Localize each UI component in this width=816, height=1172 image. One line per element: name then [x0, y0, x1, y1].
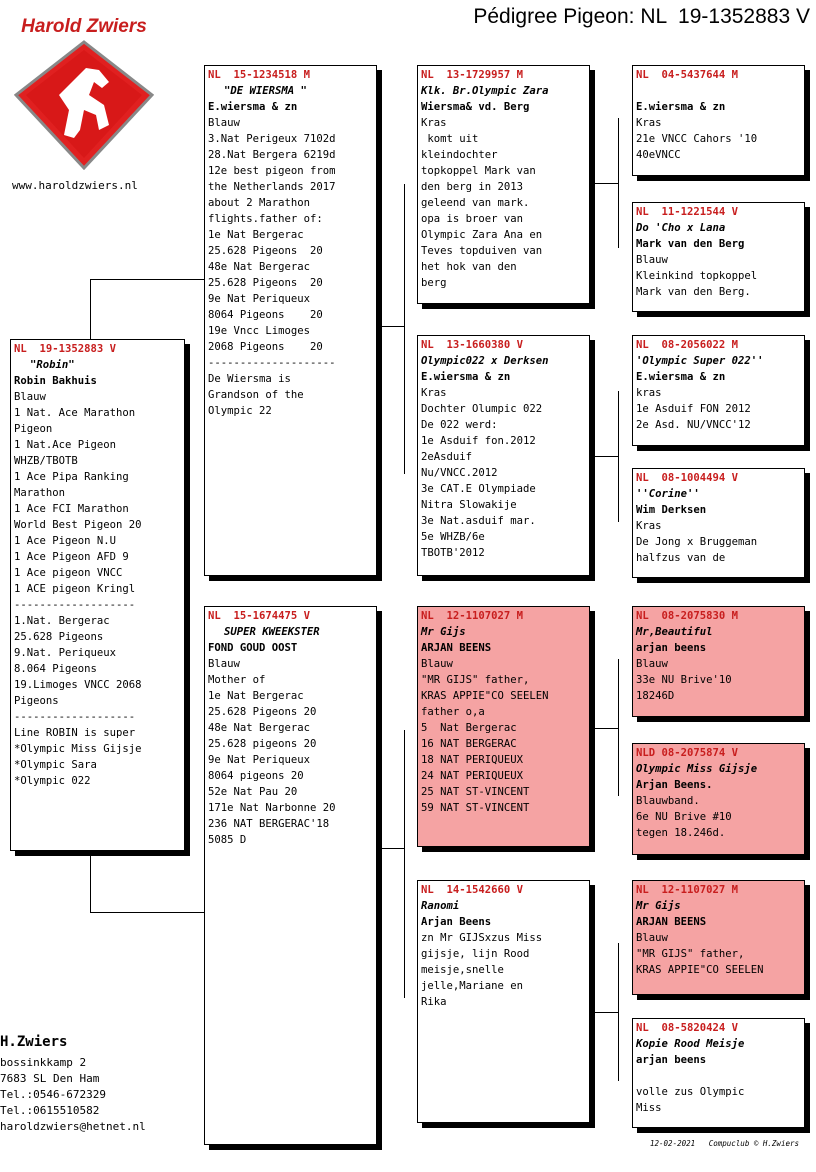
owner-name: Mark van den Berg — [636, 238, 745, 250]
pigeon-name: "Robin" — [30, 359, 75, 371]
pigeon-name: "DE WIERSMA " — [224, 85, 307, 97]
connector-line — [90, 279, 204, 280]
ring-number: NLD 08-2075874 V — [636, 747, 739, 759]
owner-name: Robin Bakhuis — [14, 375, 97, 387]
pigeon-name: Klk. Br.Olympic Zara — [421, 85, 549, 97]
connector-line — [618, 118, 619, 248]
pigeon-notes: komt uit kleindochter topkoppel Mark van den berg in 2013 geleend van mark. opa is broer van Olympic Zara Ana en Teves topduiven van het hok van den berg — [421, 133, 543, 289]
feather-color: Blauw — [14, 391, 46, 403]
pigeon-name: ''Corine'' — [636, 488, 700, 500]
owner-name: ARJAN BEENS — [636, 916, 707, 928]
connector-line — [404, 730, 405, 998]
pigeon-notes: 21e VNCC Cahors '10 40eVNCC — [636, 133, 758, 161]
ring-number: NL 15-1674475 V — [208, 610, 311, 622]
pigeon-notes: 6e NU Brive #10 tegen 18.246d. — [636, 811, 732, 839]
pigeon-name: Mr Gijs — [421, 626, 466, 638]
pigeon-notes: De Jong x Bruggeman halfzus van de — [636, 536, 758, 564]
contact-street: bossinkkamp 2 — [0, 1056, 87, 1069]
ring-number: NL 13-1729957 M — [421, 69, 524, 81]
page-title: Pédigree Pigeon: NL 19-1352883 V — [473, 5, 810, 28]
owner-name: E.wiersma & zn — [636, 371, 726, 383]
contact-email[interactable]: haroldzwiers@hetnet.nl — [0, 1120, 146, 1133]
connector-line — [376, 848, 404, 849]
feather-color: Blauw — [636, 254, 668, 266]
ring-number: NL 08-2056022 M — [636, 339, 739, 351]
connector-line — [376, 326, 404, 327]
owner-name: E.wiersma & zn — [208, 101, 298, 113]
pigeon-card-gen3-2[interactable] — [632, 202, 805, 312]
pigeon-card-gen3-5[interactable] — [632, 606, 805, 717]
pigeon-notes: "MR GIJS" father, KRAS APPIE"CO SEELEN — [636, 948, 764, 976]
connector-line — [90, 912, 204, 913]
pigeon-notes: volle zus Olympic Miss — [636, 1086, 745, 1114]
feather-color: Blauw — [208, 658, 240, 670]
pigeon-card-gen3-1[interactable] — [632, 65, 805, 176]
ring-number: NL 14-1542660 V — [421, 884, 524, 896]
pigeon-name: Mr,Beautiful — [636, 626, 713, 638]
connector-line — [404, 184, 405, 474]
ring-number: NL 04-5437644 M — [636, 69, 739, 81]
feather-color: Blauw — [208, 117, 240, 129]
pigeon-notes: 33e NU Brive'10 18246D — [636, 674, 732, 702]
ring-number: NL 08-5820424 V — [636, 1022, 739, 1034]
pigeon-notes: Mother of 1e Nat Bergerac 25.628 Pigeons 20 48e Nat Bergerac 25.628 pigeons 20 9e Nat Periqueux 8064 pigeons 20 52e Nat Pau 20 171e Nat Narbonne 20 236 NAT BERGERAC'18 5085 D — [208, 674, 336, 846]
pigeon-name: Olympic Miss Gijsje — [636, 763, 758, 775]
pigeon-notes: "MR GIJS" father, KRAS APPIE"CO SEELEN father o,a 5 Nat Bergerac 16 NAT BERGERAC 18 NAT PERIQUEUX 24 NAT PERIQUEUX 25 NAT ST-VINCENT 59 NAT ST-VINCENT — [421, 674, 549, 814]
connector-line — [589, 183, 618, 184]
feather-color: Blauw — [421, 658, 453, 670]
owner-name: arjan beens — [636, 1054, 707, 1066]
feather-color: Blauwband. — [636, 795, 700, 807]
ring-number: NL 19-1352883 V — [14, 343, 117, 355]
brand-name: Harold Zwiers — [21, 16, 147, 37]
pigeon-card-grandmother-paternal[interactable] — [417, 335, 590, 576]
feather-color: kras — [636, 387, 662, 399]
feather-color: Kras — [636, 117, 662, 129]
website-link[interactable]: www.haroldzwiers.nl — [12, 179, 138, 192]
pigeon-card-subject[interactable] — [10, 339, 185, 851]
owner-name: ARJAN BEENS — [421, 642, 492, 654]
owner-name: Wiersma& vd. Berg — [421, 101, 530, 113]
pigeon-card-gen3-6[interactable] — [632, 743, 805, 855]
contact-city: 7683 SL Den Ham — [0, 1072, 100, 1085]
pigeon-name: SUPER KWEEKSTER — [224, 626, 320, 638]
ring-number: NL 15-1234518 M — [208, 69, 311, 81]
pigeon-card-gen3-4[interactable] — [632, 468, 805, 578]
pigeon-notes: 1e Asduif FON 2012 2e Asd. NU/VNCC'12 — [636, 403, 751, 431]
pigeon-card-father[interactable] — [204, 65, 377, 576]
feather-color: Kras — [421, 117, 447, 129]
footer — [650, 1139, 799, 1148]
connector-line — [618, 943, 619, 1081]
pigeon-notes: Kleinkind topkoppel Mark van den Berg. — [636, 270, 758, 298]
connector-line — [90, 279, 91, 339]
footer-date: 12-02-2021 — [650, 1139, 696, 1148]
connector-line — [618, 659, 619, 796]
connector-line — [618, 391, 619, 522]
footer-credit: Compuclub © H.Zwiers — [708, 1139, 800, 1148]
pigeon-notes: Dochter Olumpic 022 De 022 werd: 1e Asduif fon.2012 2eAsduif Nu/VNCC.2012 3e CAT.E Olympiade Nitra Slowakije 3e Nat.asduif mar. 5e WHZB/6e TBOTB'2012 — [421, 403, 543, 559]
owner-name: Wim Derksen — [636, 504, 707, 516]
ring-number: NL 11-1221544 V — [636, 206, 739, 218]
connector-line — [589, 728, 618, 729]
contact-mobile: Tel.:0615510582 — [0, 1104, 100, 1117]
pigeon-card-mother[interactable] — [204, 606, 377, 1145]
connector-line — [90, 855, 91, 912]
pigeon-card-gen3-8[interactable] — [632, 1018, 805, 1128]
owner-name: Arjan Beens — [421, 916, 492, 928]
owner-name: FOND GOUD OOST — [208, 642, 298, 654]
ring-number: NL 08-1004494 V — [636, 472, 739, 484]
connector-line — [589, 456, 618, 457]
pigeon-notes: 1 Nat. Ace Marathon Pigeon 1 Nat.Ace Pigeon WHZB/TBOTB 1 Ace Pipa Ranking Marathon 1 Ace FCI Marathon World Best Pigeon 20 1 Ace Pigeon N.U 1 Ace Pigeon AFD 9 1 Ace pigeon VNCC 1 ACE pigeon Kringl ------------------- 1.Nat. Bergerac 25.628 Pigeons 9.Nat. Periqueux 8.064 Pigeons 19.Limoges VNCC 2068 Pigeons ------------------- Line ROBIN is super *Olympic Miss Gijsje *Olympic Sara *Olympic 022 — [14, 407, 142, 787]
feather-color: Blauw — [636, 658, 668, 670]
feather-color — [636, 1068, 801, 1084]
owner-name: E.wiersma & zn — [636, 101, 726, 113]
ring-number: NL 12-1107027 M — [636, 884, 739, 896]
pigeon-notes: zn Mr GIJSxzus Miss gijsje, lijn Rood meisje,snelle jelle,Mariane en Rika — [421, 932, 543, 1008]
pigeon-card-grandmother-maternal[interactable] — [417, 880, 590, 1123]
owner-name: E.wiersma & zn — [421, 371, 511, 383]
feather-color: Kras — [421, 387, 447, 399]
feather-color: Blauw — [636, 932, 668, 944]
pigeon-name: Ranomi — [421, 900, 460, 912]
pigeon-name: Olympic022 x Derksen — [421, 355, 549, 367]
red-shield-horse-logo-icon — [14, 40, 154, 170]
ring-number: NL 08-2075830 M — [636, 610, 739, 622]
feather-color: Kras — [636, 520, 662, 532]
pigeon-card-grandfather-maternal[interactable] — [417, 606, 590, 847]
pigeon-name — [636, 83, 801, 99]
contact-block — [0, 1034, 146, 1135]
owner-name: Arjan Beens. — [636, 779, 713, 791]
pigeon-name: Kopie Rood Meisje — [636, 1038, 745, 1050]
pigeon-notes: 3.Nat Perigeux 7102d 28.Nat Bergera 6219d 12e best pigeon from the Netherlands 2017 about 2 Marathon flights.father of: 1e Nat Bergerac 25.628 Pigeons 20 48e Nat Bergerac 25.628 Pigeons 20 9e Nat Periqueux 8064 Pigeons 20 19e Vncc Limoges 2068 Pigeons 20 -------------------- De Wiersma is Grandson of the Olympic 22 — [208, 133, 336, 417]
connector-line — [589, 1012, 618, 1013]
pigeon-card-gen3-7[interactable] — [632, 880, 805, 995]
pigeon-card-grandfather-paternal[interactable] — [417, 65, 590, 304]
owner-name: arjan beens — [636, 642, 707, 654]
contact-name: H.Zwiers — [0, 1034, 68, 1050]
pigeon-name: Do 'Cho x Lana — [636, 222, 726, 234]
pigeon-name: Mr Gijs — [636, 900, 681, 912]
contact-phone: Tel.:0546-672329 — [0, 1088, 106, 1101]
ring-number: NL 13-1660380 V — [421, 339, 524, 351]
pigeon-card-gen3-3[interactable] — [632, 335, 805, 446]
pigeon-name: 'Olympic Super 022'' — [636, 355, 764, 367]
ring-number: NL 12-1107027 M — [421, 610, 524, 622]
